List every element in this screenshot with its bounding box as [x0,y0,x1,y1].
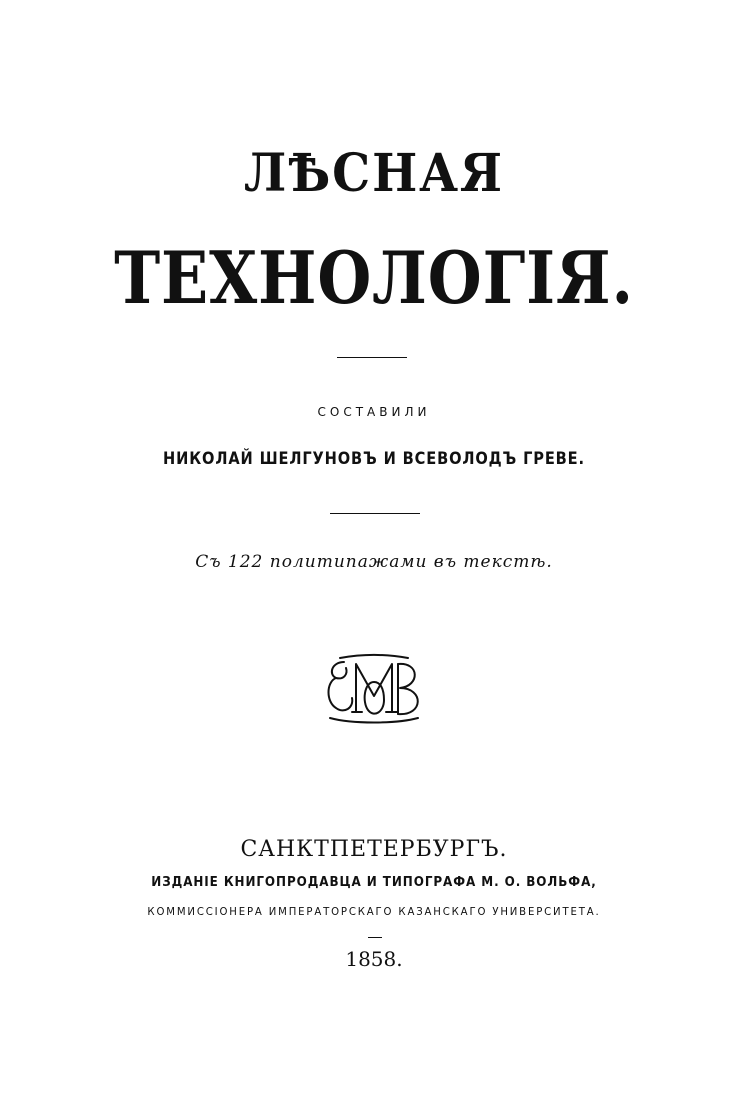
imprint-publisher: ИЗДАНІЕ КНИГОПРОДАВЦА И ТИПОГРАФА М. О. ВОЛЬФА, [151,875,597,890]
imprint-year: 1858. [345,947,403,971]
monogram-svg [322,652,426,726]
divider-rule [368,937,382,938]
imprint-commission: КОММИССІОНЕРА ИМПЕРАТОРСКАГО КАЗАНСКАГО УНИВЕРСИТЕТА. [147,905,601,918]
authors-line: НИКОЛАЙ ШЕЛГУНОВЪ И ВСЕВОЛОДЪ ГРЕВЕ. [163,449,585,469]
divider-rule [330,513,420,514]
divider-rule [337,357,407,358]
publisher-monogram-icon [322,652,426,726]
title-line-2: ТЕХНОЛОГІЯ. [114,235,634,320]
title-line-1: ЛѢСНАЯ [244,143,504,204]
imprint-city: САНКТПЕТЕРБУРГЪ. [240,837,508,862]
illustrations-note: Съ 122 политипажами въ текстѣ. [195,552,553,572]
composed-by-label: СОСТАВИЛИ [317,405,431,419]
